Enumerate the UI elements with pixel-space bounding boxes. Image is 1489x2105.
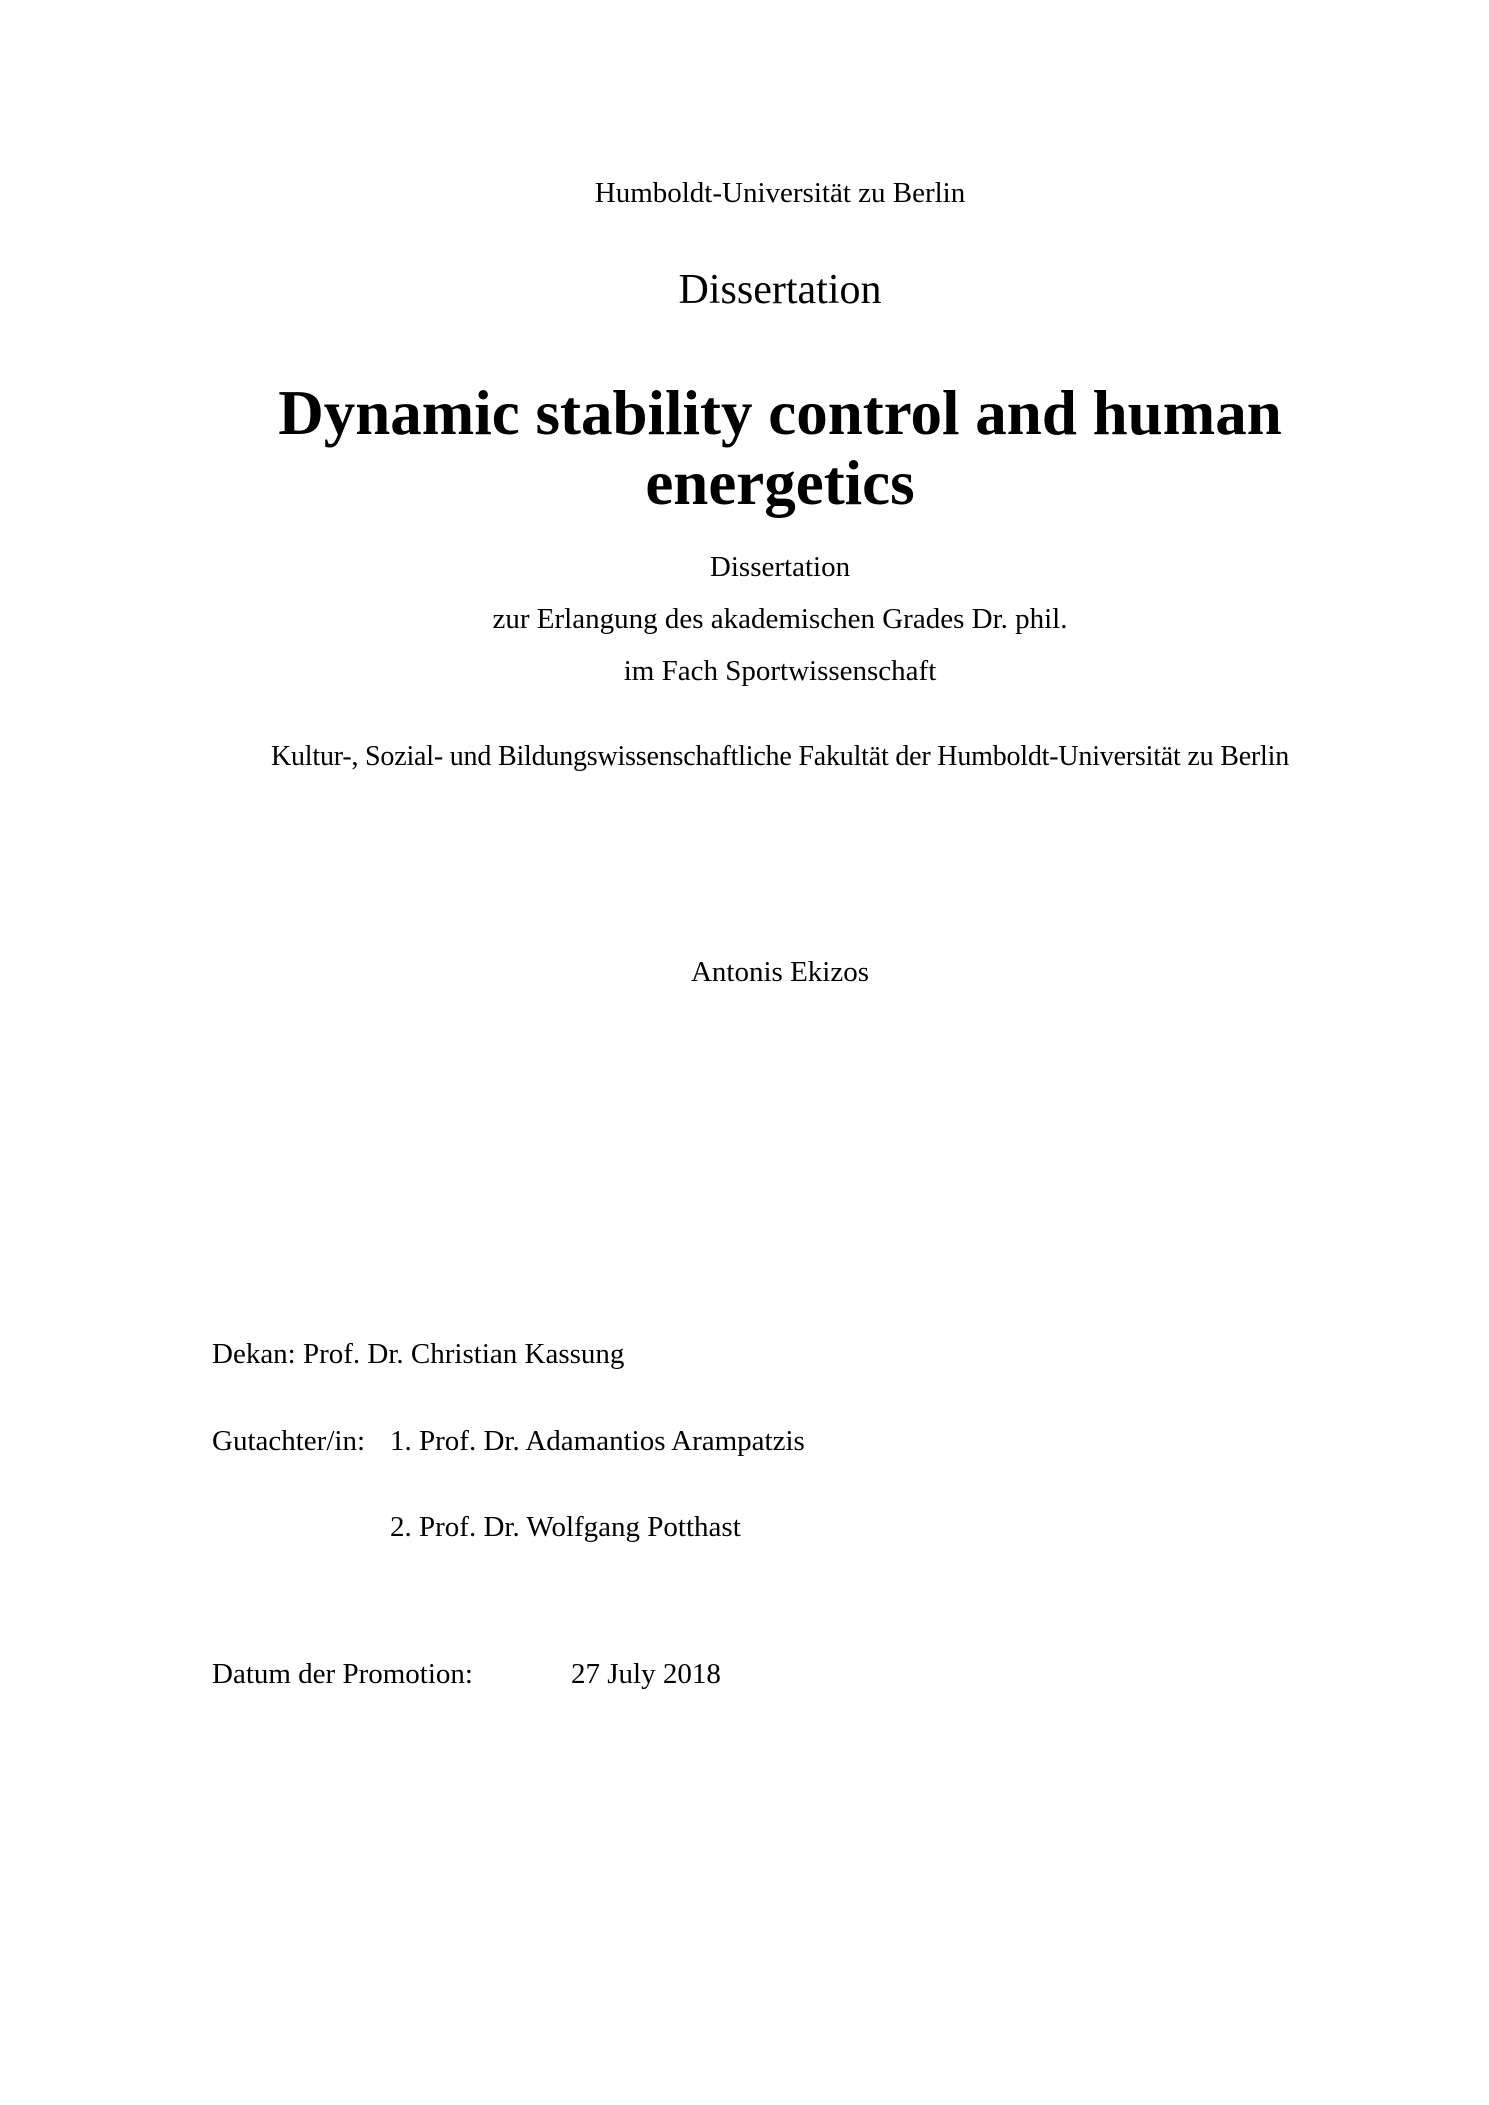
subtitle-line-2: zur Erlangung des akademischen Grades Dr. phil. [492, 603, 1068, 635]
reviewer-2: 2. Prof. Dr. Wolfgang Potthast [390, 1511, 741, 1543]
subtitle-line-3: im Fach Sportwissenschaft [623, 655, 937, 687]
dean: Dekan: Prof. Dr. Christian Kassung [212, 1338, 625, 1370]
faculty-name: Kultur-, Sozial- und Bildungswissenschaftliche Fakultät der Humboldt-Universität zu Berlin [270, 741, 1290, 772]
promotion-date-label: Datum der Promotion: [212, 1658, 473, 1690]
reviewers-label: Gutachter/in: [212, 1425, 366, 1457]
promotion-date: 27 July 2018 [571, 1658, 721, 1690]
title-line-2: energetics [645, 448, 915, 518]
title-line-1: Dynamic stability control and human [278, 378, 1282, 448]
reviewer-1: 1. Prof. Dr. Adamantios Arampatzis [390, 1425, 805, 1457]
dissertation-title [0, 378, 1489, 518]
author-name: Antonis Ekizos [690, 956, 870, 988]
subtitle-line-1: Dissertation [709, 551, 851, 583]
document-type: Dissertation [678, 267, 882, 313]
university-name: Humboldt-Universität zu Berlin [594, 177, 966, 209]
